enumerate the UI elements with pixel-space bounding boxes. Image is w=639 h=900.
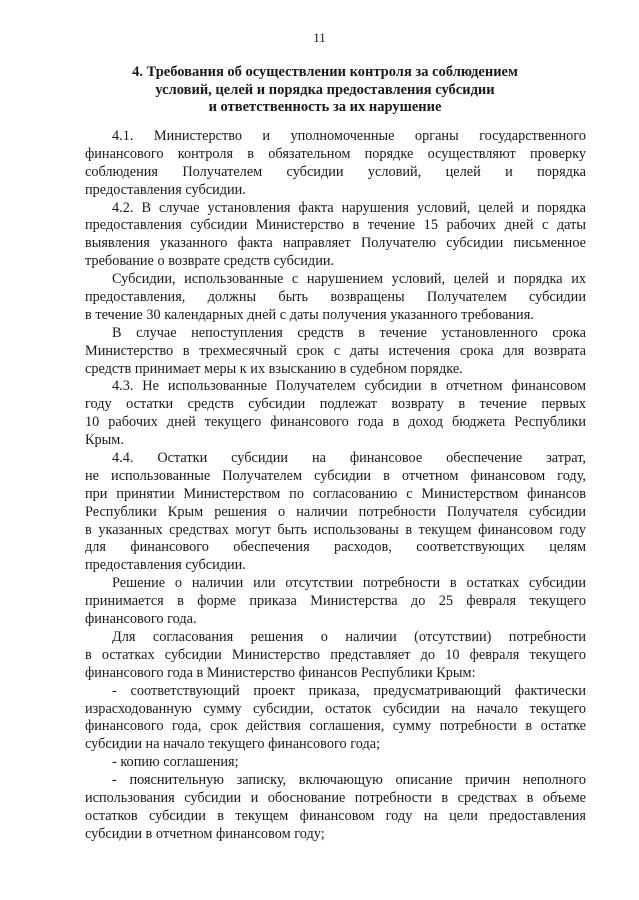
text-line: при принятии Министерством по согласованию с Министерством финансов	[85, 485, 586, 502]
text-line: предоставления субсидии.	[85, 557, 246, 574]
text-line: в указанных средствах могут быть использованы в текущем финансовом году	[85, 521, 586, 538]
text-line: Крым.	[85, 432, 124, 449]
text-line: в остатках субсидии Министерство представляет до 10 февраля текущего	[85, 646, 586, 663]
text-line: израсходованную сумму субсидии, остаток субсидии на начало текущего	[85, 700, 586, 717]
list-item-explanatory-note	[85, 772, 586, 844]
text-line: 4.4. Остатки субсидии на финансовое обеспечение затрат,	[112, 450, 586, 467]
text-line: предоставления, должны быть возвращены Получателем субсидии	[85, 289, 586, 306]
text-line: - соответствующий проект приказа, предусматривающий фактически	[112, 682, 586, 699]
paragraph-4-3	[85, 378, 586, 450]
text-line: финансового года, срок действия соглашения, сумму потребности в остатке	[85, 718, 586, 735]
text-line: принимается в форме приказа Министерства до 25 февраля текущего	[85, 593, 586, 610]
section-heading-line: условий, целей и порядка предоставления субсидии	[155, 81, 495, 98]
text-line: для финансового обеспечения расходов, соответствующих целям	[85, 539, 586, 556]
text-line: в течение 30 календарных дней с даты получения указанного требования.	[85, 306, 534, 323]
paragraph-subsidy-return	[85, 271, 586, 325]
text-line: средств принимает меры к их взысканию в судебном порядке.	[85, 360, 463, 377]
text-line: субсидии в отчетном финансовом году;	[85, 825, 325, 842]
text-line: году остатки средств субсидии подлежат возврату в течение первых	[85, 396, 586, 413]
text-line: Для согласования решения о наличии (отсутствии) потребности	[112, 628, 586, 645]
document-body	[85, 128, 586, 844]
section-heading-line: и ответственность за их нарушение	[208, 99, 442, 115]
text-line: использования субсидии и обоснование потребности в средствах в объеме	[85, 789, 586, 806]
text-line: финансового года в Министерство финансов Республики Крым:	[85, 664, 476, 681]
text-line: финансового контроля в обязательном порядке осуществляют проверку	[85, 145, 586, 162]
text-line: Республики Крым решения о наличии потребности Получателя субсидии	[85, 503, 586, 520]
text-line: 10 рабочих дней текущего финансового года в доход бюджета Республики	[85, 414, 586, 431]
paragraph-4-4	[85, 450, 586, 575]
section-heading-line: 4. Требования об осуществлении контроля за соблюдением	[132, 64, 518, 80]
paragraph-non-receipt	[85, 325, 586, 379]
text-line: 4.3. Не использованные Получателем субсидии в отчетном финансовом	[112, 378, 586, 395]
section-heading	[85, 64, 565, 117]
text-line: остатков субсидии в текущем финансовом году на цели предоставления	[85, 807, 586, 824]
text-line: - копию соглашения;	[112, 754, 239, 771]
text-line: субсидии на начало текущего финансового года;	[85, 736, 381, 753]
text-line: Решение о наличии или отсутствии потребности в остатках субсидии	[112, 575, 586, 592]
paragraph-4-1	[85, 128, 586, 200]
list-item-agreement-copy	[85, 754, 586, 772]
text-line: Субсидии, использованные с нарушением условий, целей и порядка их	[112, 271, 586, 288]
text-line: В случае непоступления средств в течение установленного срока	[112, 324, 586, 341]
paragraph-approval	[85, 629, 586, 683]
text-line: не использованные Получателем субсидии в отчетном финансовом году,	[85, 467, 586, 484]
text-line: требование о возврате средств субсидии.	[85, 253, 335, 270]
page-number: 11	[313, 30, 326, 45]
paragraph-decision	[85, 575, 586, 629]
text-line: соблюдения Получателем субсидии условий, целей и порядка	[85, 163, 586, 180]
text-line: 4.1. Министерство и уполномоченные органы государственного	[112, 128, 586, 144]
text-line: Министерство в трехмесячный срок с даты истечения срока для возврата	[85, 342, 586, 359]
text-line: предоставления субсидии.	[85, 181, 246, 198]
text-line: 4.2. В случае установления факта нарушения условий, целей и порядка	[112, 199, 586, 216]
list-item-draft-order	[85, 683, 586, 755]
text-line: - пояснительную записку, включающую описание причин неполного	[112, 772, 586, 789]
text-line: финансового года.	[85, 611, 197, 628]
paragraph-4-2	[85, 200, 586, 272]
text-line: предоставления субсидии Министерство в течение 15 рабочих дней с даты	[85, 217, 586, 234]
text-line: выявления указанного факта направляет Получателю субсидии письменное	[85, 235, 586, 252]
